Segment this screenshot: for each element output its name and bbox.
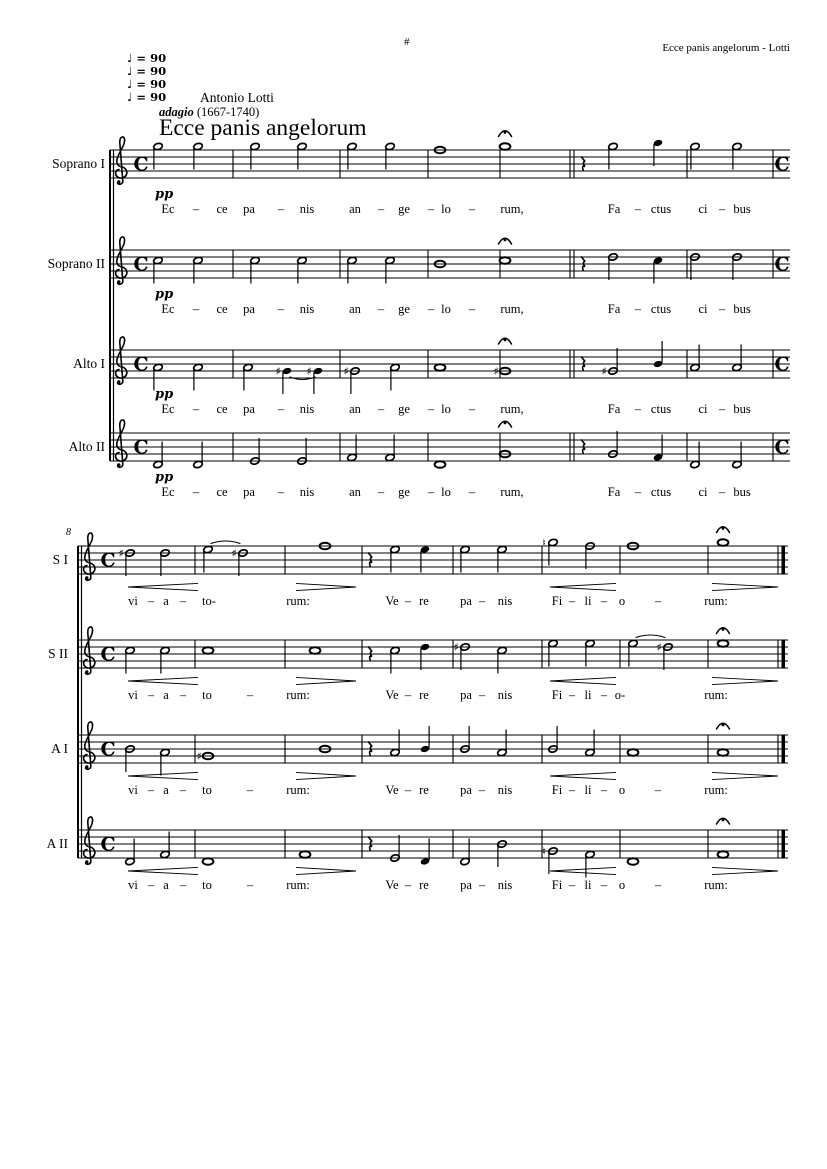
lyric-syllable: vi <box>128 688 138 702</box>
lyric-syllable: rum, <box>500 485 524 499</box>
lyric-syllable: rum, <box>500 402 524 416</box>
lyric-syllable: Fa <box>607 302 621 316</box>
lyric-syllable: li <box>584 594 592 608</box>
lyric-syllable: ce <box>216 302 228 316</box>
lyric-syllable: – <box>179 878 187 892</box>
lyric-syllable: – <box>277 485 285 499</box>
lyric-syllable: – <box>192 302 200 316</box>
lyric-syllable: – <box>600 878 608 892</box>
lyric-syllable: – <box>478 594 486 608</box>
staff-label: A II <box>46 836 68 851</box>
lyric-syllable: – <box>478 783 486 797</box>
lyric-syllable: ctus <box>650 202 672 216</box>
lyric-syllable: – <box>718 302 726 316</box>
piece-title: Ecce panis angelorum <box>159 115 367 141</box>
running-header: Ecce panis angelorum - Lotti <box>662 42 790 54</box>
lyric-syllable: – <box>246 878 254 892</box>
lyric-syllable: o- <box>614 688 626 702</box>
lyric-syllable: ci <box>698 202 708 216</box>
lyric-syllable: Fa <box>607 202 621 216</box>
lyric-syllable: vi <box>128 783 138 797</box>
lyric-syllable: ci <box>698 302 708 316</box>
svg-text:♯: ♯ <box>196 750 202 763</box>
svg-text:C: C <box>133 353 149 376</box>
page-number-mark: # <box>404 36 410 48</box>
svg-text:C: C <box>133 436 149 459</box>
lyric-syllable: – <box>634 302 642 316</box>
lyric-syllable: – <box>468 302 476 316</box>
measure-number: 8 <box>66 527 71 538</box>
lyric-syllable: – <box>246 688 254 702</box>
lyric-syllable: ci <box>698 402 708 416</box>
lyric-syllable: – <box>147 878 155 892</box>
tempo-word: adagio <box>159 105 194 119</box>
svg-text:C: C <box>774 253 790 276</box>
lyric-syllable: – <box>634 202 642 216</box>
lyric-syllable: re <box>419 594 429 608</box>
lyric-syllable: – <box>718 485 726 499</box>
tempo-mark-3: ♩ = 90 <box>127 77 167 91</box>
svg-text:♮: ♮ <box>542 845 546 858</box>
lyric-syllable: rum: <box>704 878 728 892</box>
dynamic-marking: pp <box>155 387 174 402</box>
lyric-syllable: pa <box>243 202 255 216</box>
svg-text:♯: ♯ <box>306 365 312 378</box>
lyric-syllable: re <box>419 878 429 892</box>
lyric-syllable: li <box>584 878 592 892</box>
lyric-syllable: – <box>468 402 476 416</box>
lyric-syllable: – <box>568 878 576 892</box>
lyric-syllable: – <box>568 688 576 702</box>
lyric-syllable: nis <box>299 402 315 416</box>
lyric-syllable: rum: <box>286 783 310 797</box>
lyric-syllable: Fi <box>551 783 563 797</box>
lyric-syllable: ge <box>398 202 410 216</box>
lyric-syllable: – <box>568 594 576 608</box>
composer-name: Antonio Lotti <box>200 90 274 105</box>
lyric-syllable: re <box>419 783 429 797</box>
lyric-syllable: bus <box>733 485 751 499</box>
lyric-syllable: ge <box>398 402 410 416</box>
svg-text:♯: ♯ <box>493 365 499 378</box>
lyric-syllable: lo <box>441 485 451 499</box>
lyric-syllable: to <box>202 783 212 797</box>
lyric-syllable: – <box>147 594 155 608</box>
lyric-syllable: – <box>404 878 412 892</box>
lyric-syllable: o <box>618 594 626 608</box>
lyric-syllable: – <box>478 878 486 892</box>
lyric-syllable: – <box>654 878 662 892</box>
lyric-syllable: – <box>654 783 662 797</box>
lyric-syllable: – <box>147 688 155 702</box>
lyric-syllable: pa <box>243 402 255 416</box>
lyric-syllable: – <box>246 783 254 797</box>
lyric-syllable: rum: <box>704 594 728 608</box>
staff-label: Soprano II <box>47 256 105 271</box>
tempo-mark-4: ♩ = 90 <box>127 90 167 104</box>
lyric-syllable: – <box>277 202 285 216</box>
svg-text:♯: ♯ <box>275 365 281 378</box>
lyric-syllable: bus <box>733 202 751 216</box>
svg-text:C: C <box>774 436 790 459</box>
lyric-syllable: – <box>427 202 435 216</box>
lyric-syllable: nis <box>299 302 315 316</box>
lyric-syllable: o <box>618 783 626 797</box>
lyric-syllable: – <box>468 485 476 499</box>
lyric-syllable: pa <box>460 594 472 608</box>
staff-label: Alto II <box>68 439 105 454</box>
staff-label: S I <box>52 552 68 567</box>
lyric-syllable: ce <box>216 485 228 499</box>
lyric-syllable: Ve <box>385 688 399 702</box>
tempo-mark-1: ♩ = 90 <box>127 51 167 65</box>
lyric-syllable: Fa <box>607 485 621 499</box>
lyric-syllable: – <box>192 485 200 499</box>
lyric-syllable: li <box>584 783 592 797</box>
lyric-syllable: an <box>349 402 361 416</box>
lyric-syllable: nis <box>299 485 315 499</box>
lyric-syllable: pa <box>460 783 472 797</box>
lyric-syllable: lo <box>441 302 451 316</box>
lyric-syllable: Fi <box>551 878 563 892</box>
svg-text:C: C <box>100 833 116 856</box>
lyric-syllable: – <box>404 783 412 797</box>
lyric-syllable: pa <box>460 878 472 892</box>
svg-text:C: C <box>100 738 116 761</box>
lyric-syllable: lo <box>441 202 451 216</box>
lyric-syllable: nis <box>497 878 513 892</box>
svg-text:C: C <box>100 549 116 572</box>
lyric-syllable: – <box>404 594 412 608</box>
lyric-syllable: pa <box>243 302 255 316</box>
lyric-syllable: – <box>192 402 200 416</box>
svg-text:♮: ♮ <box>542 536 546 550</box>
lyric-syllable: rum: <box>286 688 310 702</box>
svg-text:C: C <box>774 353 790 376</box>
lyric-syllable: – <box>718 402 726 416</box>
lyric-syllable: – <box>568 783 576 797</box>
svg-text:♯: ♯ <box>118 547 124 560</box>
lyric-syllable: pa <box>460 688 472 702</box>
lyric-syllable: – <box>179 688 187 702</box>
lyric-syllable: bus <box>733 402 751 416</box>
lyric-syllable: – <box>600 783 608 797</box>
lyric-syllable: – <box>147 783 155 797</box>
lyric-syllable: Fi <box>551 688 563 702</box>
lyric-syllable: – <box>654 594 662 608</box>
dynamic-marking: pp <box>155 470 174 485</box>
lyric-syllable: – <box>634 485 642 499</box>
lyric-syllable: Ec <box>161 202 175 216</box>
lyric-syllable: ge <box>398 302 410 316</box>
svg-text:C: C <box>100 643 116 666</box>
lyric-syllable: – <box>600 688 608 702</box>
lyric-syllable: nis <box>497 688 513 702</box>
lyric-syllable: to- <box>202 594 216 608</box>
lyric-syllable: – <box>718 202 726 216</box>
lyric-syllable: – <box>277 302 285 316</box>
lyric-syllable: – <box>478 688 486 702</box>
lyric-syllable: o <box>618 878 626 892</box>
svg-text:♯: ♯ <box>453 641 459 654</box>
lyric-syllable: Fi <box>551 594 563 608</box>
lyric-syllable: – <box>179 594 187 608</box>
lyric-syllable: – <box>427 485 435 499</box>
lyric-syllable: ctus <box>650 402 672 416</box>
lyric-syllable: vi <box>128 878 138 892</box>
lyric-syllable: nis <box>497 783 513 797</box>
lyric-syllable: – <box>404 688 412 702</box>
staff-label: A I <box>51 741 68 756</box>
lyric-syllable: – <box>427 402 435 416</box>
lyric-syllable: rum: <box>704 783 728 797</box>
lyric-syllable: ctus <box>650 485 672 499</box>
lyric-syllable: nis <box>299 202 315 216</box>
lyric-syllable: to <box>202 878 212 892</box>
lyric-syllable: li <box>584 688 592 702</box>
staff-label: Alto I <box>73 356 105 371</box>
lyric-syllable: lo <box>441 402 451 416</box>
lyric-syllable: a <box>163 594 169 608</box>
lyric-syllable: ge <box>398 485 410 499</box>
lyric-syllable: Ve <box>385 783 399 797</box>
lyric-syllable: a <box>163 878 169 892</box>
lyric-syllable: – <box>377 302 385 316</box>
lyric-syllable: rum: <box>286 878 310 892</box>
lyric-syllable: rum, <box>500 302 524 316</box>
lyric-syllable: an <box>349 302 361 316</box>
lyric-syllable: an <box>349 485 361 499</box>
lyric-syllable: ce <box>216 402 228 416</box>
lyric-syllable: Ec <box>161 485 175 499</box>
svg-text:♯: ♯ <box>231 547 237 560</box>
lyric-syllable: – <box>600 594 608 608</box>
staff-label: Soprano I <box>52 156 105 171</box>
lyric-syllable: ci <box>698 485 708 499</box>
staff-label: S II <box>48 646 68 661</box>
svg-text:C: C <box>133 253 149 276</box>
svg-text:♯: ♯ <box>656 641 662 654</box>
lyric-syllable: – <box>377 402 385 416</box>
lyric-syllable: Ec <box>161 402 175 416</box>
lyric-syllable: an <box>349 202 361 216</box>
lyric-syllable: – <box>179 783 187 797</box>
lyric-syllable: rum, <box>500 202 524 216</box>
composer-dates: (1667-1740) <box>196 105 260 119</box>
svg-text:♯: ♯ <box>343 365 349 378</box>
svg-text:C: C <box>774 153 790 176</box>
lyric-syllable: – <box>377 202 385 216</box>
lyric-syllable: re <box>419 688 429 702</box>
lyric-syllable: – <box>468 202 476 216</box>
dynamic-marking: pp <box>155 187 174 202</box>
lyric-syllable: to <box>202 688 212 702</box>
dynamic-marking: pp <box>155 287 174 302</box>
lyric-syllable: nis <box>497 594 513 608</box>
lyric-syllable: Fa <box>607 402 621 416</box>
lyric-syllable: pa <box>243 485 255 499</box>
lyric-syllable: a <box>163 688 169 702</box>
lyric-syllable: rum: <box>704 688 728 702</box>
lyric-syllable: bus <box>733 302 751 316</box>
svg-text:C: C <box>133 153 149 176</box>
lyric-syllable: a <box>163 783 169 797</box>
lyric-syllable: Ve <box>385 594 399 608</box>
lyric-syllable: ctus <box>650 302 672 316</box>
lyric-syllable: vi <box>128 594 138 608</box>
lyric-syllable: – <box>277 402 285 416</box>
svg-text:♯: ♯ <box>601 365 607 378</box>
lyric-syllable: rum: <box>286 594 310 608</box>
lyric-syllable: Ec <box>161 302 175 316</box>
lyric-syllable: – <box>427 302 435 316</box>
lyric-syllable: Ve <box>385 878 399 892</box>
tempo-mark-2: ♩ = 90 <box>127 64 167 78</box>
lyric-syllable: ce <box>216 202 228 216</box>
lyric-syllable: – <box>192 202 200 216</box>
lyric-syllable: – <box>634 402 642 416</box>
lyric-syllable: – <box>377 485 385 499</box>
